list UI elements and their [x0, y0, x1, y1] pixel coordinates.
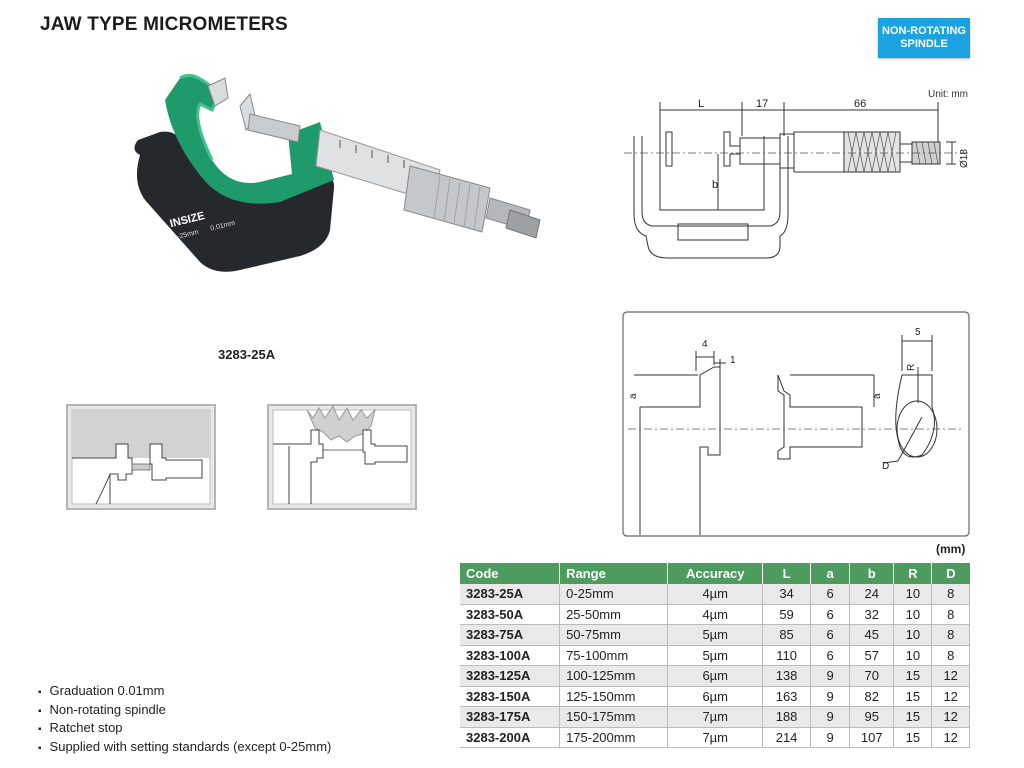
feature-item: ▪ Non-rotating spindle	[38, 702, 331, 721]
table-row	[460, 707, 970, 728]
header-R: R	[894, 563, 932, 584]
cell-accuracy: 4µm	[668, 604, 763, 625]
dim-phi18: Ø18	[959, 149, 970, 168]
cell-range: 150-175mm	[560, 707, 668, 728]
micrometer-product-image	[120, 70, 550, 280]
table-header-row	[460, 563, 970, 584]
page-title: JAW TYPE MICROMETERS	[40, 14, 288, 35]
cell-range: 175-200mm	[560, 727, 668, 748]
cell-accuracy: 6µm	[668, 666, 763, 687]
cell-code: 3283-25A	[460, 584, 560, 604]
cell-code: 3283-75A	[460, 625, 560, 646]
header-range: Range	[560, 563, 668, 584]
cell-L: 188	[763, 707, 811, 728]
non-rotating-spindle-badge	[878, 18, 970, 58]
body-spec-graduation: 0.01mm	[209, 219, 236, 233]
cell-D: 12	[932, 666, 970, 687]
cell-R: 15	[894, 707, 932, 728]
dim-66: 66	[854, 98, 867, 110]
cell-D: 12	[932, 727, 970, 748]
cell-b: 24	[850, 584, 894, 604]
detail-dim-a-left: a	[628, 393, 639, 399]
cell-a: 6	[810, 604, 849, 625]
cell-range: 75-100mm	[560, 645, 668, 666]
cell-D: 8	[932, 584, 970, 604]
cell-a: 9	[810, 707, 849, 728]
dim-L: L	[698, 98, 705, 110]
brand-label: INSIZE	[168, 209, 207, 231]
cell-b: 45	[850, 625, 894, 646]
detail-dim-5: 5	[915, 327, 921, 338]
cell-code: 3283-200A	[460, 727, 560, 748]
cell-R: 10	[894, 625, 932, 646]
table-row	[460, 727, 970, 748]
cell-L: 138	[763, 666, 811, 687]
cell-L: 110	[763, 645, 811, 666]
cell-accuracy: 7µm	[668, 707, 763, 728]
feature-list	[38, 683, 331, 757]
cell-b: 82	[850, 686, 894, 707]
cell-accuracy: 5µm	[668, 645, 763, 666]
cell-L: 34	[763, 584, 811, 604]
feature-item: ▪ Graduation 0.01mm	[38, 683, 331, 702]
detail-dim-R: R	[906, 363, 917, 371]
usage-illustration-1	[66, 404, 216, 510]
jaw-detail-drawing	[622, 311, 970, 537]
cell-b: 95	[850, 707, 894, 728]
cell-range: 0-25mm	[560, 584, 668, 604]
cell-accuracy: 7µm	[668, 727, 763, 748]
cell-a: 6	[810, 645, 849, 666]
table-row	[460, 645, 970, 666]
cell-D: 8	[932, 645, 970, 666]
cell-R: 10	[894, 584, 932, 604]
cell-D: 12	[932, 707, 970, 728]
cell-code: 3283-125A	[460, 666, 560, 687]
header-accuracy: Accuracy	[668, 563, 763, 584]
cell-accuracy: 5µm	[668, 625, 763, 646]
cell-R: 10	[894, 645, 932, 666]
cell-L: 59	[763, 604, 811, 625]
cell-D: 8	[932, 625, 970, 646]
header-code: Code	[460, 563, 560, 584]
cell-code: 3283-150A	[460, 686, 560, 707]
cell-R: 15	[894, 727, 932, 748]
detail-dim-a-right: a	[872, 393, 883, 399]
cell-code: 3283-175A	[460, 707, 560, 728]
cell-b: 57	[850, 645, 894, 666]
header-L: L	[763, 563, 811, 584]
table-row	[460, 604, 970, 625]
feature-item: ▪ Supplied with setting standards (except 0-25mm)	[38, 739, 331, 758]
badge-line2: SPINDLE	[900, 38, 948, 50]
cell-R: 15	[894, 686, 932, 707]
product-model-label: 3283-25A	[218, 347, 276, 362]
detail-dim-D: D	[882, 461, 890, 472]
cell-range: 100-125mm	[560, 666, 668, 687]
usage-illustration-2	[267, 404, 417, 510]
table-row	[460, 625, 970, 646]
dim-b: b	[712, 179, 719, 191]
detail-dim-1: 1	[730, 355, 736, 366]
cell-a: 9	[810, 666, 849, 687]
detail-dim-4: 4	[702, 339, 708, 350]
cell-a: 9	[810, 686, 849, 707]
cell-L: 214	[763, 727, 811, 748]
cell-R: 15	[894, 666, 932, 687]
table-row	[460, 666, 970, 687]
dim-17: 17	[756, 98, 769, 110]
table-unit-label: (mm)	[936, 542, 966, 556]
cell-accuracy: 6µm	[668, 686, 763, 707]
badge-line1: NON-ROTATING	[882, 25, 966, 37]
cell-b: 70	[850, 666, 894, 687]
header-a: a	[810, 563, 849, 584]
cell-range: 50-75mm	[560, 625, 668, 646]
cell-a: 6	[810, 584, 849, 604]
cell-D: 12	[932, 686, 970, 707]
cell-b: 32	[850, 604, 894, 625]
cell-range: 25-50mm	[560, 604, 668, 625]
spec-table	[460, 563, 970, 748]
cell-D: 8	[932, 604, 970, 625]
table-row	[460, 686, 970, 707]
cell-a: 9	[810, 727, 849, 748]
header-b: b	[850, 563, 894, 584]
technical-drawing	[620, 96, 980, 268]
cell-a: 6	[810, 625, 849, 646]
cell-R: 10	[894, 604, 932, 625]
cell-accuracy: 4µm	[668, 584, 763, 604]
unit-label: Unit: mm	[928, 89, 968, 100]
table-row	[460, 584, 970, 604]
cell-b: 107	[850, 727, 894, 748]
cell-L: 163	[763, 686, 811, 707]
header-D: D	[932, 563, 970, 584]
cell-code: 3283-100A	[460, 645, 560, 666]
feature-item: ▪ Ratchet stop	[38, 720, 331, 739]
body-spec-range: 0-25mm	[172, 228, 200, 242]
cell-code: 3283-50A	[460, 604, 560, 625]
cell-L: 85	[763, 625, 811, 646]
cell-range: 125-150mm	[560, 686, 668, 707]
